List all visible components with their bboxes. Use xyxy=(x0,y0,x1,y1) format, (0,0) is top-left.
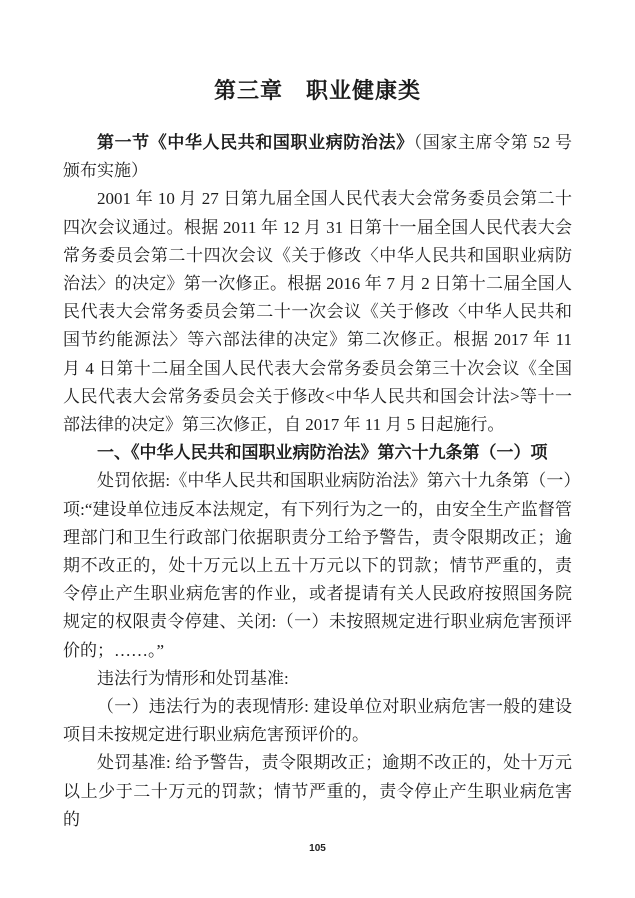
paragraph-item-heading: 一、《中华人民共和国职业病防治法》第六十九条第（一）项 xyxy=(97,443,548,463)
paragraph-penalty-basis: 处罚依据:《中华人民共和国职业病防治法》第六十九条第（一）项:“建设单位违反本法规定，有下列行为之一的，由安全生产监督管理部门和卫生行政部门依据职责分工给予警告，责令限期改正；逾期不改正的，处十万元以上五十万元以下的罚款；情节严重的，责令停止产生职业病危害的作业，或者提请有关人民政府按照国务院规定的权限责令停建、关闭:（一）未按照规定进行职业病危害预评价的；……。” xyxy=(63,471,572,660)
paragraph-penalty-standard: 处罚基准: 给予警告，责令限期改正；逾期不改正的，处十万元以上少于二十万元的罚款；情节严重的，责令停止产生职业病危害的 xyxy=(63,753,572,829)
section-heading xyxy=(63,129,572,185)
paragraph-standards-label: 违法行为情形和处罚基准: xyxy=(97,668,289,688)
paragraph-revision-history: 2001 年 10 月 27 日第九届全国人民代表大会常务委员会第二十四次会议通过。根据 2011 年 12 月 31 日第十一届全国人民代表大会常务委员会第二十四次会议《关于修改〈中华人民共和国职业病防治法〉的决定》第一次修正。根据 2016 年 7 月 2 日第十二届全国人民代表大会常务委员会第二十一次会议《关于修改〈中华人民共和国节约能源法〉等六部法律的决定》第二次修正。根据 2017 年 11 月 4 日第十二届全国人民代表大会常务委员会第三十次会议《全国人民代表大会常务委员会关于修改<中华人民共和国会计法>等十一部法律的决定》第三次修正，自 2017 年 11 月 5 日起施行。 xyxy=(63,189,572,435)
section-heading-decree-note: （国家主席令第 52 号颁布实施） xyxy=(63,133,573,181)
page-number: 105 xyxy=(309,843,326,854)
chapter-title: 第三章 职业健康类 xyxy=(213,78,421,103)
section-heading-law-name: 第一节《中华人民共和国职业病防治法》 xyxy=(97,133,414,152)
paragraph-violation-situation: （一）违法行为的表现情形: 建设单位对职业病危害一般的建设项目未按规定进行职业病危害预评价的。 xyxy=(63,697,572,745)
